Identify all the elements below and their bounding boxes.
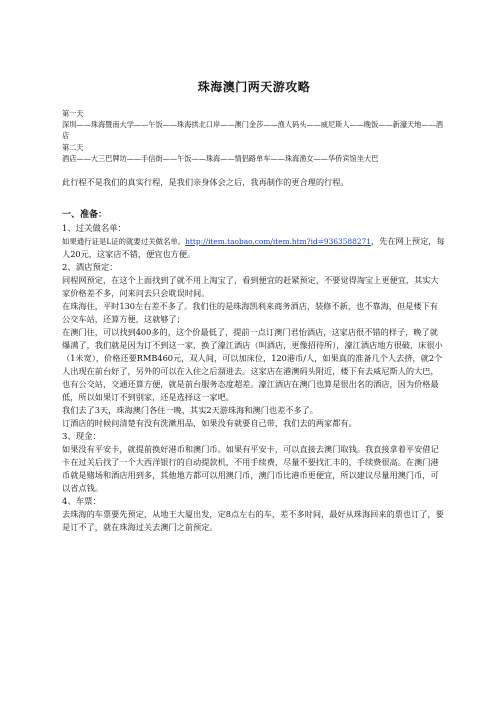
spacer xyxy=(62,189,446,207)
hotel-heading: 2、酒店预定： xyxy=(62,262,118,273)
day2-route: 酒店——大三巴牌坊——手信街——午饭——珠海——情侣路单车——珠海渔女——华侨宾馆坐大巴 xyxy=(62,153,379,163)
hotel-paragraph-4: 我们去了3天，珠海澳门各住一晚，其实2天游珠海和澳门也差不多了。 xyxy=(62,405,319,416)
hotel-paragraph-2: 在珠海住，平时130左右差不多了。我们住的是珠海凯利来商务酒店，装修不新，也不靠海，但是楼下有公交车站，还算方便，这就够了； xyxy=(62,301,438,325)
ticket-heading: 4、车票： xyxy=(62,496,101,507)
section-heading-prep: 一、准备： xyxy=(62,210,108,221)
hotel-paragraph-5: 订酒店的时候问清楚有没有洗漱用品，如果没有就要自己带，我们去的两家都有。 xyxy=(62,418,357,429)
day1-route: 深圳——珠海暨南大学——午饭——珠海拱北口岸——澳门金莎——渔人码头——威尼斯人——晚饭——新濠天地——酒店 xyxy=(62,120,443,141)
spacer xyxy=(62,164,446,176)
day2-label: 第二天 xyxy=(62,142,84,152)
visa-heading: 1、过关做名单： xyxy=(62,223,126,234)
hotel-paragraph-3: 在澳门住，可以找到400多的，这个价最低了，提前一点订澳门君怡酒店，这家店很不错的样子，晚了就爆满了，我们就是因为订不到这一家，换了濠江酒店（叫酒店，更像招待所），濠江酒店地方很破，床很小（1米宽），价格还要RMB460元，双人间，可以加床位，120港币/人，如果真的准备几个人去挤，就2个人出现在前台好了，另外的可以在入住之后溜进去。这家店在港澳码头附近，楼下有去威尼斯人的大巴，也有公交站，交通还算方便，就是前台服务态度超差。濠江酒店在澳门也算是很出名的酒店，因为价格最低，所以如果订不到别家，还是选择这一家吧。 xyxy=(62,327,443,403)
visa-post-text: ，先在网上预定，每人20元，这家店不错，便宜也方便。 xyxy=(62,236,445,260)
cash-heading: 3、现金： xyxy=(62,431,101,442)
taobao-link[interactable]: http://item.taobao.com/item.htm?id=9363588271 xyxy=(185,237,371,247)
visa-pre-text: 如果通行证是L证的就要过关做名单。 xyxy=(62,237,186,247)
intro-text: 此行程不是我们的真实行程，是我们亲身体会之后，我再制作的更合理的行程。 xyxy=(62,177,349,188)
ticket-paragraph: 去珠海的车票要先预定，从地王大厦出发，定8点左右的车，差不多时间，最好从珠海回来的票也订了，要是订不了，就在珠海过关去澳门之前预定。 xyxy=(62,509,444,533)
hotel-paragraph-1: 同程网预定，在这个上面找到了就不用上淘宝了，看到便宜的赶紧预定，不要觉得淘宝上更便宜，其实大家价格差不多，问来问去只会耽误时间。 xyxy=(62,275,439,299)
visa-paragraph xyxy=(62,235,446,261)
day1-label: 第一天 xyxy=(62,109,84,118)
page-title: 珠海澳门两天游攻略 xyxy=(197,80,311,94)
cash-paragraph: 如果没有平安卡，就提前换好港币和澳门币。如果有平安卡，可以直接去澳门取钱。我直接拿着平安借记卡在过关后找了一个大西洋银行的自动提款机，不用手续费，尽量不要找汇丰的，手续费很高。在澳门港币就是赌场和酒店用到多，其他地方都可以用澳门币，澳门币比港币更便宜，所以建议尽量用澳门币，可以省点钱。 xyxy=(62,444,439,494)
